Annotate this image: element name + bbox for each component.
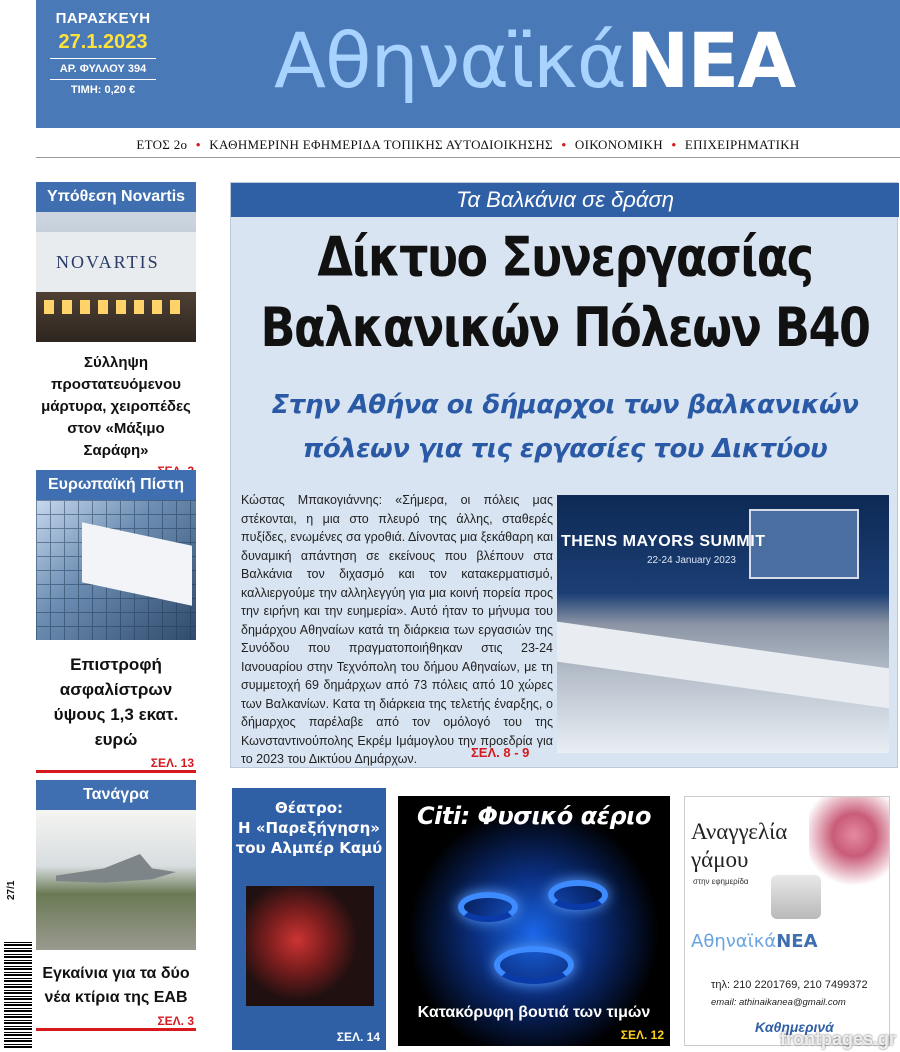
sidebar-story-text: Εγκαίνια για τα δύο νέα κτίρια της ΕΑΒ [42,965,190,1006]
wedding-announcement-ad[interactable] [684,796,890,1046]
sidebar-story-header: Ευρωπαϊκή Πίστη [36,470,196,500]
theatre-story[interactable] [232,788,386,1050]
gas-title: Citi: Φυσικό αέριο [417,802,651,830]
page-reference: ΣΕΛ. 14 [336,1030,380,1044]
tagline-item: ΚΑΘΗΜΕΡΙΝΗ ΕΦΗΜΕΡΙΔΑ ΤΟΠΙΚΗΣ ΑΥΤΟΔΙΟΙΚΗΣΗΣ [209,137,553,152]
projection-screen [749,509,859,579]
window [116,300,126,314]
window [170,300,180,314]
tagline-separator: • [671,137,677,152]
issue-date: 27.1.2023 [58,31,148,53]
lead-subheadline [231,383,899,471]
barcode [4,940,32,1048]
ad-brand: Καθημερινά [755,1019,834,1035]
barcode-label: 27/1 [6,880,17,900]
novartis-sign: NOVARTIS [56,252,160,272]
gas-flame-icon [548,880,608,910]
sidebar-story-novartis[interactable] [36,182,196,481]
masthead [36,0,900,128]
headline-line: Δίκτυο Συνεργασίας [317,224,813,289]
jet-shape [56,854,176,890]
ad-logo-light: Αθηναϊκά [691,931,777,952]
summit-banner-date: 22-24 January 2023 [647,555,736,566]
page-reference: ΣΕΛ. 12 [620,1028,664,1042]
ad-title-line: γάμου [691,847,749,872]
novartis-building-photo [36,212,196,342]
tagline [36,132,900,158]
gas-caption: Κατακόρυφη βουτιά των τιμών [417,1004,651,1021]
lead-headline [231,221,899,363]
insurance-building-photo [36,500,196,640]
page-reference: ΣΕΛ. 3 [36,1014,196,1031]
newspaper-roll-image [771,875,821,919]
divider [50,58,156,59]
window [44,300,54,314]
lead-story[interactable] [230,182,898,768]
summit-banner-title: THENS MAYORS SUMMIT [561,533,766,550]
sidebar-story-tanagra[interactable] [36,780,196,1031]
tagline-separator: • [195,137,201,152]
issue-price: ΤΙΜΗ: 0,20 € [70,84,136,96]
theatre-title [232,788,386,858]
page-reference: ΣΕΛ. 13 [36,756,196,773]
theatre-title-line: Θέατρο: [274,799,344,817]
theatre-performance-photo [246,886,374,1006]
conference-table [557,622,889,709]
watermark: frontpages.gr [779,1029,896,1049]
lead-kicker: Τα Βαλκάνια σε δράση [231,183,899,217]
date-box [44,10,162,96]
mayors-summit-photo [557,495,889,753]
gas-flame-icon [494,946,574,984]
subheadline-line: πόλεων για τις εργασίες του Δικτύου [302,434,828,464]
ad-logo-bold: ΝΕΑ [776,931,818,952]
window [98,300,108,314]
window [80,300,90,314]
subheadline-line: Στην Αθήνα οι δήμαρχοι των βαλκανικών [271,390,859,420]
divider [50,79,156,80]
theatre-title-line: του Αλμπέρ Καμύ [235,839,383,857]
natural-gas-story[interactable] [398,796,670,1046]
tagline-item: ΟΙΚΟΝΟΜΙΚΗ [574,137,663,152]
sidebar-story-header: Τανάγρα [36,780,196,810]
issue-day: ΠΑΡΑΣΚΕΥΗ [55,10,151,27]
ad-title-line: Αναγγελία [691,819,788,844]
tagline-separator: • [561,137,567,152]
tagline-item: ΕΤΟΣ 2ο [136,137,188,152]
sidebar-story-european-faith[interactable] [36,470,196,773]
lead-body-text: Κώστας Μπακογιάννης: «Σήμερα, οι πόλεις μας στέκονται, η μια στο πλευρό της άλλης, σταθερές πυξίδες, ενωμένες σα γροθιά. Δίνοντας μια ξεκάθαρη και δυναμική απάντηση σε εκείνους που βλέπουν στα Βαλκάνια τον διχασμό και τον κατακερματισμό, καλλιεργούμε την αλληλεγγύη για μια κοινή πορεία προς την ειρήνη και την ευημερία». Αυτό ήταν το μήνυμα του δημάρχου Αθηναίων κατά τη διάρκεια των εργασιών της Συνόδου που πραγματοποιήθηκαν στις 23-24 Ιανουαρίου στην Τεχνόπολη του δήμου Αθηναίων, με τη συμμετοχή 69 δημάρχων από 73 πόλεις από 10 χώρες των Βαλκανίων. Κατα τη διάρκεια της τελετής έναρξης, ο δήμαρχος παρέλαβε από τον ομόλογό του της Κωνσταντινούπολης Εκρέμ Ιμάμογλου την προεδρία για το 2023 του Δικτύου Δημάρχων. [241,493,553,766]
sidebar-story-header: Υπόθεση Novartis [36,182,196,212]
headline-line: Βαλκανικών Πόλεων Β40 [260,295,870,360]
fighter-jet-photo [36,810,196,950]
ad-phone: τηλ: 210 2201769, 210 7499372 [711,979,868,991]
issue-number: ΑΡ. ΦΥΛΛΟΥ 394 [59,63,147,75]
window [134,300,144,314]
sidebar-story-text: Σύλληψη προστατευόμενου μάρτυρα, χειροπέδες στον «Μάξιμο Σαράφη» [41,354,191,459]
window [152,300,162,314]
newspaper-logo [274,16,794,116]
tagline-item: ΕΠΙΧΕΙΡΗΜΑΤΙΚΗ [684,137,800,152]
ad-subtitle: στην εφημερίδα [693,877,749,886]
flowers-decoration [809,796,890,907]
ad-logo [691,931,818,952]
window [62,300,72,314]
gas-flame-icon [458,892,518,922]
ad-email: email: athinaikanea@gmail.com [711,997,846,1008]
logo-light-text: Αθηναϊκά [274,16,626,105]
sidebar-story-text: Επιστροφή ασφαλίστρων ύψους 1,3 εκατ. ευρώ [53,655,179,749]
page-reference: ΣΕΛ. 8 - 9 [471,745,530,760]
logo-bold-text: ΝΕΑ [625,16,795,105]
theatre-title-line: Η «Παρεξήγηση» [238,819,380,837]
